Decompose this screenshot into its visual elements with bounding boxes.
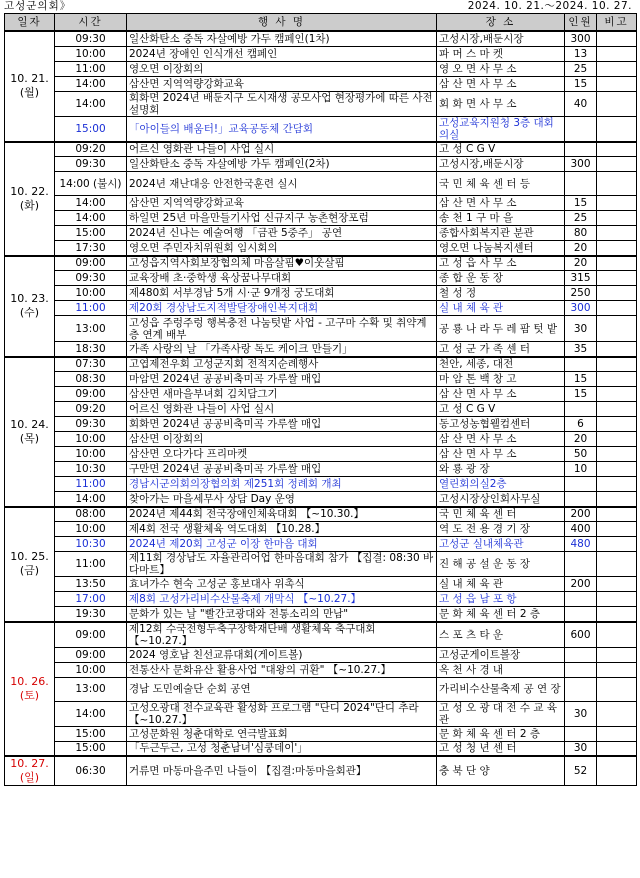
day-date: 10. 25. xyxy=(10,550,49,563)
event-time: 18:30 xyxy=(55,342,127,357)
event-time: 19:30 xyxy=(55,607,127,622)
event-time: 10:00 xyxy=(55,286,127,301)
event-name: 전통산사 문화유산 활용사업 "대왕의 귀환" 【~10.27.】 xyxy=(127,662,437,677)
note-cell xyxy=(597,447,637,462)
event-place: 실 내 체 육 관 xyxy=(437,301,565,316)
event-name: 고엽제전우회 고성군지회 전적지순례행사 xyxy=(127,357,437,372)
note-cell xyxy=(597,342,637,357)
event-place: 마 암 톤 백 창 고 xyxy=(437,372,565,387)
attendee-count: 15 xyxy=(565,76,597,91)
attendee-count: 50 xyxy=(565,447,597,462)
event-time: 09:00 xyxy=(55,387,127,402)
attendee-count xyxy=(565,662,597,677)
event-place: 고 성 읍 사 무 소 xyxy=(437,256,565,271)
event-time: 08:30 xyxy=(55,372,127,387)
event-name: 가족 사랑의 날 「가족사랑 독도 케이크 만들기」 xyxy=(127,342,437,357)
table-row xyxy=(5,462,637,477)
attendee-count: 30 xyxy=(565,701,597,726)
event-place: 고 성 오 광 대 전 수 교 육 관 xyxy=(437,701,565,726)
col-header-time: 시간 xyxy=(55,14,127,32)
event-time: 09:20 xyxy=(55,402,127,417)
attendee-count: 600 xyxy=(565,622,597,648)
attendee-count: 52 xyxy=(565,756,597,786)
event-place: 고 성 C G V xyxy=(437,402,565,417)
event-place: 종합사회복지관 분관 xyxy=(437,226,565,241)
event-name: 삼산면 오다가다 프리마켓 xyxy=(127,447,437,462)
table-row xyxy=(5,537,637,552)
table-row xyxy=(5,372,637,387)
event-place: 공 룡 나 라 두 레 팜 텃 밭 xyxy=(437,316,565,342)
note-cell xyxy=(597,46,637,61)
table-row xyxy=(5,31,637,46)
note-cell xyxy=(597,61,637,76)
note-cell xyxy=(597,372,637,387)
event-place: 역 도 전 용 경 기 장 xyxy=(437,522,565,537)
attendee-count: 480 xyxy=(565,537,597,552)
note-cell xyxy=(597,357,637,372)
event-name: 고성오광대 전수교육관 활성화 프로그램 "단디 2024"단디 추라 【~10.27.】 xyxy=(127,701,437,726)
attendee-count: 200 xyxy=(565,577,597,592)
event-time: 15:00 xyxy=(55,726,127,741)
event-name: 삼산면 지역역량강화교육 xyxy=(127,196,437,211)
event-time: 13:00 xyxy=(55,677,127,701)
event-place: 고성교육지원청 3층 대회의실 xyxy=(437,116,565,142)
table-row xyxy=(5,116,637,142)
table-row xyxy=(5,447,637,462)
attendee-count: 25 xyxy=(565,61,597,76)
event-place: 충 북 단 양 xyxy=(437,756,565,786)
note-cell xyxy=(597,301,637,316)
event-place: 동고성농협웰컴센터 xyxy=(437,417,565,432)
event-time: 10:00 xyxy=(55,447,127,462)
day-weekday: (금) xyxy=(19,564,40,577)
event-time: 09:00 xyxy=(55,647,127,662)
table-row xyxy=(5,402,637,417)
attendee-count: 15 xyxy=(565,196,597,211)
event-time: 10:30 xyxy=(55,462,127,477)
event-name: 구만면 2024년 공공비축미곡 가루쌀 매입 xyxy=(127,462,437,477)
note-cell xyxy=(597,286,637,301)
note-cell xyxy=(597,271,637,286)
event-place: 고 성 청 년 센 터 xyxy=(437,741,565,756)
event-name: 거류면 마동마을주민 나들이 【집결:마동마을회관】 xyxy=(127,756,437,786)
table-row xyxy=(5,301,637,316)
event-time: 15:00 xyxy=(55,226,127,241)
attendee-count: 30 xyxy=(565,741,597,756)
event-time: 10:00 xyxy=(55,46,127,61)
event-place: 문 화 체 육 센 터 2 층 xyxy=(437,726,565,741)
event-name: 삼산면 이장회의 xyxy=(127,432,437,447)
attendee-count: 30 xyxy=(565,316,597,342)
attendee-count xyxy=(565,592,597,607)
note-cell xyxy=(597,607,637,622)
event-time: 11:00 xyxy=(55,301,127,316)
day-cell xyxy=(5,357,55,507)
day-weekday: (수) xyxy=(19,306,40,319)
event-time: 10:00 xyxy=(55,432,127,447)
event-place: 옥 천 사 경 내 xyxy=(437,662,565,677)
event-place: 종 합 운 동 장 xyxy=(437,271,565,286)
table-row xyxy=(5,726,637,741)
event-name: 2024년 제44회 전국장애인체육대회 【~10.30.】 xyxy=(127,507,437,522)
event-place: 가리비수산물축제 공 연 장 xyxy=(437,677,565,701)
table-row xyxy=(5,256,637,271)
event-time: 14:00 xyxy=(55,91,127,116)
event-name: 어르신 영화관 나들이 사업 실시 xyxy=(127,402,437,417)
event-time: 08:00 xyxy=(55,507,127,522)
event-time: 11:00 xyxy=(55,552,127,577)
event-place: 파 머 스 마 켓 xyxy=(437,46,565,61)
day-cell xyxy=(5,256,55,357)
attendee-count xyxy=(565,402,597,417)
col-header-note: 비고 xyxy=(597,14,637,32)
event-name: 고성문화원 청춘대학로 연극발표회 xyxy=(127,726,437,741)
event-time: 17:00 xyxy=(55,592,127,607)
day-date: 10. 22. xyxy=(10,184,49,198)
note-cell xyxy=(597,417,637,432)
event-place: 문 화 체 육 센 터 2 층 xyxy=(437,607,565,622)
table-row xyxy=(5,142,637,157)
event-name: 경남 도민예술단 순회 공연 xyxy=(127,677,437,701)
event-name: 제20회 경상남도지적발달장애인복지대회 xyxy=(127,301,437,316)
table-row xyxy=(5,417,637,432)
note-cell xyxy=(597,701,637,726)
note-cell xyxy=(597,387,637,402)
event-name: 제4회 전국 생활체육 역도대회 【10.28.】 xyxy=(127,522,437,537)
attendee-count: 250 xyxy=(565,286,597,301)
table-row xyxy=(5,172,637,196)
event-time: 13:50 xyxy=(55,577,127,592)
day-date: 10. 27. xyxy=(10,757,49,770)
event-place: 삼 산 면 사 무 소 xyxy=(437,76,565,91)
table-row xyxy=(5,647,637,662)
event-time: 09:00 xyxy=(55,256,127,271)
table-row xyxy=(5,76,637,91)
event-time: 17:30 xyxy=(55,241,127,256)
table-row xyxy=(5,741,637,756)
event-place: 국 민 체 육 센 터 xyxy=(437,507,565,522)
event-name: 경남시군의회의장협의회 제251회 정례회 개최 xyxy=(127,477,437,492)
note-cell xyxy=(597,537,637,552)
col-header-count: 인원 xyxy=(565,14,597,32)
note-cell xyxy=(597,402,637,417)
note-cell xyxy=(597,462,637,477)
table-row xyxy=(5,387,637,402)
table-row xyxy=(5,677,637,701)
attendee-count: 15 xyxy=(565,372,597,387)
table-row xyxy=(5,507,637,522)
schedule-body xyxy=(5,31,637,786)
table-row xyxy=(5,46,637,61)
attendee-count xyxy=(565,726,597,741)
event-time: 10:30 xyxy=(55,537,127,552)
attendee-count xyxy=(565,477,597,492)
col-header-date: 일자 xyxy=(5,14,55,32)
day-weekday: (목) xyxy=(19,431,40,445)
event-time: 14:00 xyxy=(55,701,127,726)
attendee-count: 200 xyxy=(565,507,597,522)
note-cell xyxy=(597,316,637,342)
note-cell xyxy=(597,577,637,592)
table-row xyxy=(5,522,637,537)
document-header xyxy=(0,0,640,13)
table-row xyxy=(5,756,637,786)
attendee-count: 10 xyxy=(565,462,597,477)
note-cell xyxy=(597,622,637,648)
event-place: 고 성 C G V xyxy=(437,142,565,157)
note-cell xyxy=(597,211,637,226)
attendee-count xyxy=(565,172,597,196)
note-cell xyxy=(597,677,637,701)
day-cell xyxy=(5,142,55,256)
event-name: 2024년 신나는 예술여행 「금관 5중주」 공연 xyxy=(127,226,437,241)
event-name: 삼산면 새마을부녀회 김치담그기 xyxy=(127,387,437,402)
note-cell xyxy=(597,552,637,577)
event-time: 13:00 xyxy=(55,316,127,342)
table-row xyxy=(5,622,637,648)
attendee-count xyxy=(565,677,597,701)
note-cell xyxy=(597,142,637,157)
note-cell xyxy=(597,76,637,91)
attendee-count xyxy=(565,492,597,507)
table-row xyxy=(5,316,637,342)
table-row xyxy=(5,157,637,172)
event-place: 열린회의실2층 xyxy=(437,477,565,492)
day-cell xyxy=(5,756,55,786)
attendee-count: 80 xyxy=(565,226,597,241)
table-row xyxy=(5,91,637,116)
event-name: 2024년 제20회 고성군 이장 한마음 대회 xyxy=(127,537,437,552)
event-place: 영 오 면 사 무 소 xyxy=(437,61,565,76)
day-date: 10. 24. xyxy=(10,417,49,431)
event-place: 와 룡 광 장 xyxy=(437,462,565,477)
day-weekday: (일) xyxy=(19,771,40,784)
table-row xyxy=(5,701,637,726)
attendee-count: 400 xyxy=(565,522,597,537)
event-time: 15:00 xyxy=(55,741,127,756)
event-place: 영오면 나눔복지센터 xyxy=(437,241,565,256)
event-name: 영오면 주민자치위원회 임시회의 xyxy=(127,241,437,256)
event-place: 고성시장,배둔시장 xyxy=(437,31,565,46)
note-cell xyxy=(597,741,637,756)
event-name: 2024년 장애인 인식개선 캠페인 xyxy=(127,46,437,61)
event-time: 11:00 xyxy=(55,477,127,492)
table-row xyxy=(5,357,637,372)
event-place: 천안, 세종, 대전 xyxy=(437,357,565,372)
attendee-count: 20 xyxy=(565,241,597,256)
attendee-count xyxy=(565,142,597,157)
event-time: 09:30 xyxy=(55,157,127,172)
event-time: 11:00 xyxy=(55,61,127,76)
event-name: 교육장배 초·중학생 육상꿈나무대회 xyxy=(127,271,437,286)
col-header-event: 행 사 명 xyxy=(127,14,437,32)
event-place: 고 성 군 가 족 센 터 xyxy=(437,342,565,357)
attendee-count: 315 xyxy=(565,271,597,286)
event-place: 고성군게이트볼장 xyxy=(437,647,565,662)
table-header-row xyxy=(5,14,637,32)
event-time: 14:00 xyxy=(55,196,127,211)
attendee-count: 300 xyxy=(565,31,597,46)
table-row xyxy=(5,477,637,492)
note-cell xyxy=(597,726,637,741)
table-row xyxy=(5,432,637,447)
event-time: 07:30 xyxy=(55,357,127,372)
event-time: 14:00 xyxy=(55,492,127,507)
table-row xyxy=(5,61,637,76)
event-name: 「아이들의 배움터!」교육공동체 간담회 xyxy=(127,116,437,142)
event-time: 09:30 xyxy=(55,31,127,46)
event-name: 고성읍 주렁주렁 행복충전 나눔텃밭 사업 - 고구마 수확 및 취약계층 연계 배부 xyxy=(127,316,437,342)
note-cell xyxy=(597,432,637,447)
day-cell xyxy=(5,31,55,142)
day-weekday: (토) xyxy=(19,688,40,702)
note-cell xyxy=(597,507,637,522)
event-time: 14:00 (불시) xyxy=(55,172,127,196)
event-name: 문화가 있는 날 "빨간코광대와 전통소리의 만남" xyxy=(127,607,437,622)
note-cell xyxy=(597,477,637,492)
attendee-count: 20 xyxy=(565,432,597,447)
event-place: 송 천 1 구 마 을 xyxy=(437,211,565,226)
attendee-count: 25 xyxy=(565,211,597,226)
event-name: 제12회 수국전형두축구장학재단배 생활체육 축구대회 【~10.27.】 xyxy=(127,622,437,648)
event-time: 10:00 xyxy=(55,662,127,677)
event-name: 마암면 2024년 공공비축미곡 가루쌀 매입 xyxy=(127,372,437,387)
attendee-count: 35 xyxy=(565,342,597,357)
event-name: 제11회 경상남도 자율관리어업 한마음대회 참가 【집결: 08:30 바다마트】 xyxy=(127,552,437,577)
event-name: 찾아가는 마을세무사 상담 Day 운영 xyxy=(127,492,437,507)
table-row xyxy=(5,592,637,607)
day-cell xyxy=(5,622,55,757)
note-cell xyxy=(597,492,637,507)
event-name: 2024 영호남 친선교류대회(게이트볼) xyxy=(127,647,437,662)
attendee-count: 20 xyxy=(565,256,597,271)
table-row xyxy=(5,196,637,211)
event-name: 효녀가수 현숙 고성군 홍보대사 위촉식 xyxy=(127,577,437,592)
event-name: 제8회 고성가리비수산물축제 개막식 【~10.27.】 xyxy=(127,592,437,607)
note-cell xyxy=(597,662,637,677)
note-cell xyxy=(597,241,637,256)
note-cell xyxy=(597,157,637,172)
day-weekday: (월) xyxy=(19,86,40,100)
table-row xyxy=(5,241,637,256)
event-name: 고성읍지역사회보장협의체 마음살핌♥이웃살핌 xyxy=(127,256,437,271)
day-cell xyxy=(5,507,55,622)
event-time: 14:00 xyxy=(55,76,127,91)
note-cell xyxy=(597,116,637,142)
attendee-count: 40 xyxy=(565,91,597,116)
note-cell xyxy=(597,647,637,662)
note-cell xyxy=(597,592,637,607)
event-name: 영오면 이장회의 xyxy=(127,61,437,76)
event-name: 회화면 2024년 배둔지구 도시재생 공모사업 현장평가에 따른 사전설명회 xyxy=(127,91,437,116)
table-row xyxy=(5,226,637,241)
note-cell xyxy=(597,756,637,786)
event-place: 국 민 체 육 센 터 등 xyxy=(437,172,565,196)
day-weekday: (화) xyxy=(19,198,40,212)
col-header-place: 장 소 xyxy=(437,14,565,32)
event-place: 실 내 체 육 관 xyxy=(437,577,565,592)
event-time: 14:00 xyxy=(55,211,127,226)
event-name: 회화면 2024년 공공비축미곡 가루쌀 매입 xyxy=(127,417,437,432)
event-name: 「두근두근, 고성 청춘남녀'심쿵데이'」 xyxy=(127,741,437,756)
event-place: 회 화 면 사 무 소 xyxy=(437,91,565,116)
attendee-count xyxy=(565,647,597,662)
attendee-count: 300 xyxy=(565,157,597,172)
day-date: 10. 21. xyxy=(10,72,49,86)
table-row xyxy=(5,552,637,577)
event-time: 10:00 xyxy=(55,522,127,537)
event-place: 스 포 츠 타 운 xyxy=(437,622,565,648)
attendee-count xyxy=(565,607,597,622)
event-place: 삼 산 면 사 무 소 xyxy=(437,387,565,402)
schedule-table xyxy=(4,13,637,786)
note-cell xyxy=(597,91,637,116)
table-row xyxy=(5,211,637,226)
table-row xyxy=(5,607,637,622)
attendee-count xyxy=(565,116,597,142)
header-date-range: 2024. 10. 21.～2024. 10. 27. xyxy=(467,0,632,12)
event-time: 09:20 xyxy=(55,142,127,157)
event-name: 삼산면 지역역량강화교육 xyxy=(127,76,437,91)
event-place: 고 성 읍 남 포 항 xyxy=(437,592,565,607)
attendee-count: 13 xyxy=(565,46,597,61)
event-time: 09:30 xyxy=(55,417,127,432)
event-name: 일산화탄소 중독 자살예방 가두 캠페인(2차) xyxy=(127,157,437,172)
event-place: 진 해 공 설 운 동 장 xyxy=(437,552,565,577)
table-row xyxy=(5,271,637,286)
attendee-count xyxy=(565,357,597,372)
event-place: 삼 산 면 사 무 소 xyxy=(437,432,565,447)
event-name: 제480회 서부경남 5개 시·군 9개정 궁도대회 xyxy=(127,286,437,301)
header-title: 고성군의회》 xyxy=(4,0,72,12)
event-name: 일산화탄소 중독 자살예방 가두 캠페인(1차) xyxy=(127,31,437,46)
event-place: 삼 산 면 사 무 소 xyxy=(437,196,565,211)
attendee-count: 6 xyxy=(565,417,597,432)
note-cell xyxy=(597,256,637,271)
event-time: 06:30 xyxy=(55,756,127,786)
event-time: 09:30 xyxy=(55,271,127,286)
day-date: 10. 26. xyxy=(10,674,49,688)
note-cell xyxy=(597,522,637,537)
table-row xyxy=(5,662,637,677)
event-name: 하일면 25년 마을만들기사업 신규지구 농촌현장포럼 xyxy=(127,211,437,226)
event-time: 09:00 xyxy=(55,622,127,648)
table-row xyxy=(5,577,637,592)
event-place: 삼 산 면 사 무 소 xyxy=(437,447,565,462)
event-place: 고성시장상인회사무실 xyxy=(437,492,565,507)
day-date: 10. 23. xyxy=(10,292,49,305)
table-row xyxy=(5,342,637,357)
note-cell xyxy=(597,172,637,196)
event-place: 철 성 정 xyxy=(437,286,565,301)
attendee-count: 15 xyxy=(565,387,597,402)
event-time: 15:00 xyxy=(55,116,127,142)
note-cell xyxy=(597,31,637,46)
table-row xyxy=(5,286,637,301)
event-place: 고성시장,배둔시장 xyxy=(437,157,565,172)
event-name: 2024년 재난대응 안전한국훈련 실시 xyxy=(127,172,437,196)
attendee-count: 300 xyxy=(565,301,597,316)
attendee-count xyxy=(565,552,597,577)
event-place: 고성군 실내체육관 xyxy=(437,537,565,552)
note-cell xyxy=(597,226,637,241)
note-cell xyxy=(597,196,637,211)
table-row xyxy=(5,492,637,507)
event-name: 어르신 영화관 나들이 사업 실시 xyxy=(127,142,437,157)
